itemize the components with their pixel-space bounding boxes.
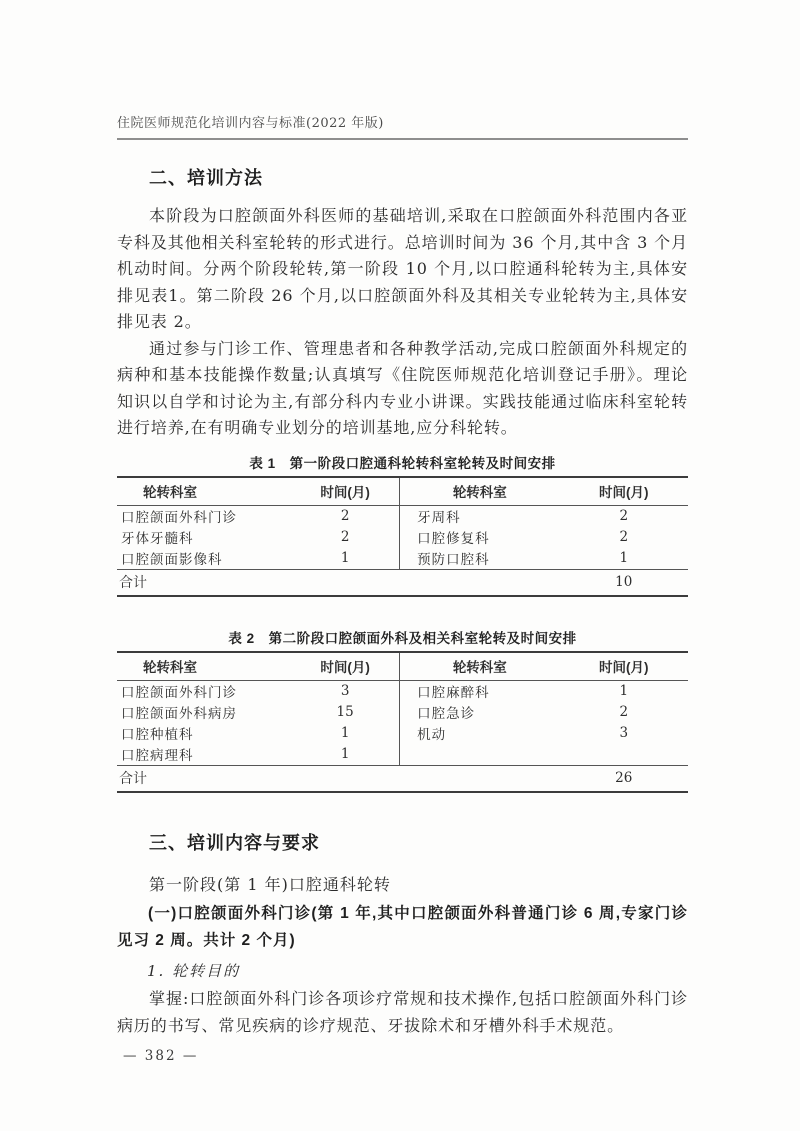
stage-line: 第一阶段(第 1 年)口腔通科轮转 <box>149 874 391 894</box>
dept-cell: 口腔颌面外科病房 <box>121 706 237 722</box>
table-1 <box>117 476 688 597</box>
time-cell: 1 <box>291 723 399 744</box>
dept-cell: 牙周科 <box>417 510 461 526</box>
time-cell: 3 <box>291 680 399 702</box>
column-header: 轮转科室 <box>117 652 291 681</box>
column-header: 轮转科室 <box>117 477 291 506</box>
dept-cell: 预防口腔科 <box>417 552 490 568</box>
rotation-purpose-heading: 1. 轮转目的 <box>147 961 241 980</box>
page-number: — 382 — <box>123 1047 199 1064</box>
table-2 <box>117 651 688 793</box>
dept-cell: 口腔种植科 <box>121 727 194 743</box>
dept-cell: 口腔病理科 <box>121 748 194 764</box>
column-header: 轮转科室 <box>400 652 560 681</box>
time-cell: 1 <box>291 744 399 766</box>
table-row <box>117 702 688 723</box>
dept-cell: 牙体牙髓科 <box>121 531 194 547</box>
table-total-row <box>117 765 688 792</box>
rotation-purpose-text: 掌握:口腔颌面外科门诊各项诊疗常规和技术操作,包括口腔颌面外科门诊病历的书写、常见疾病的诊疗规范、牙拔除术和牙槽外科手术规范。 <box>117 988 688 1035</box>
table-2-header-row <box>117 652 688 681</box>
total-value: 26 <box>560 765 689 792</box>
column-header: 时间(月) <box>560 652 689 681</box>
dept-cell: 机动 <box>417 727 447 743</box>
table-2-caption <box>117 627 688 647</box>
table-row <box>117 505 688 527</box>
total-label: 合计 <box>117 569 560 596</box>
table-1-caption-label: 表 1 <box>249 455 276 471</box>
table-2-caption-text: 第二阶段口腔颌面外科及相关科室轮转及时间安排 <box>268 630 577 646</box>
time-cell: 2 <box>291 505 399 527</box>
table-row <box>117 680 688 702</box>
table-row <box>117 548 688 570</box>
table-1-header-row <box>117 477 688 506</box>
time-cell: 1 <box>291 548 399 570</box>
time-cell: 2 <box>619 704 629 720</box>
table-total-row <box>117 569 688 596</box>
table-1-caption <box>117 452 688 472</box>
total-value: 10 <box>560 569 689 596</box>
dept-cell: 口腔修复科 <box>417 531 490 547</box>
item-1-title: (一)口腔颌面外科门诊(第 1 年,其中口腔颌面外科普通门诊 6 周,专家门诊见习 2 周。共计 2 个月) <box>117 904 688 949</box>
time-cell: 1 <box>619 550 629 566</box>
time-cell: 1 <box>619 683 629 699</box>
column-header: 时间(月) <box>291 652 399 681</box>
section-2-paragraph-2: 通过参与门诊工作、管理患者和各种教学活动,完成口腔颌面外科规定的病种和基本技能操作数量;认真填写《住院医师规范化培训登记手册》。理论知识以自学和讨论为主,有部分科内专业小讲课。实践技能通过临床科室轮转进行培养,在有明确专业划分的培训基地,应分科轮转。 <box>117 338 688 437</box>
dept-cell: 口腔颌面外科门诊 <box>121 510 237 526</box>
dept-cell <box>400 744 560 766</box>
running-header: 住院医师规范化培训内容与标准(2022 年版) <box>117 116 384 131</box>
column-header: 时间(月) <box>291 477 399 506</box>
table-row <box>117 527 688 548</box>
time-cell <box>560 744 689 766</box>
table-row <box>117 723 688 744</box>
total-label: 合计 <box>117 765 560 792</box>
column-header: 时间(月) <box>560 477 689 506</box>
time-cell: 2 <box>291 527 399 548</box>
dept-cell: 口腔颌面影像科 <box>121 552 223 568</box>
section-2-paragraph-1: 本阶段为口腔颌面外科医师的基础培训,采取在口腔颌面外科范围内各亚专科及其他相关科室轮转的形式进行。总培训时间为 36 个月,其中含 3 个月机动时间。分两个阶段轮转,第一阶段 10 个月,以口腔通科轮转为主,具体安排见表1。第二阶段 26 个月,以口腔颌面外科及其相关专业轮转为主,具体安排见表 2。 <box>117 206 688 331</box>
table-row <box>117 744 688 766</box>
time-cell: 2 <box>619 529 629 545</box>
column-header: 轮转科室 <box>400 477 560 506</box>
dept-cell: 口腔急诊 <box>417 706 476 722</box>
time-cell: 15 <box>291 702 399 723</box>
time-cell: 2 <box>619 508 629 524</box>
table-1-caption-text: 第一阶段口腔通科轮转科室轮转及时间安排 <box>289 455 556 471</box>
dept-cell: 口腔颌面外科门诊 <box>121 685 237 701</box>
dept-cell: 口腔麻醉科 <box>417 685 490 701</box>
time-cell: 3 <box>619 725 629 741</box>
section-2-title: 二、培训方法 <box>149 168 263 188</box>
table-2-caption-label: 表 2 <box>228 630 255 646</box>
header-rule <box>117 138 688 140</box>
section-3-title: 三、培训内容与要求 <box>149 832 320 853</box>
